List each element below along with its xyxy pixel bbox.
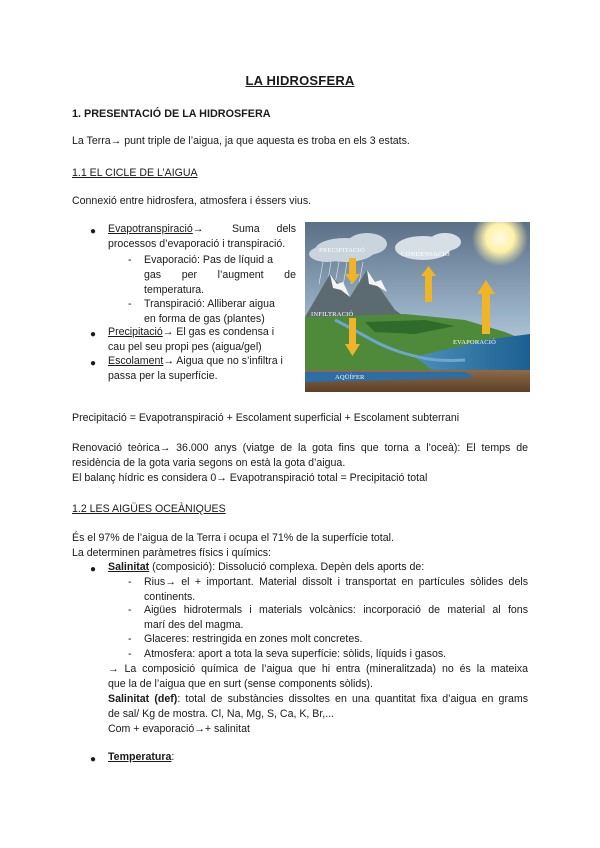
line-text: Aigües hidrotermals i materials volcànics: incorporació de material al fons	[144, 604, 528, 616]
salinitat-definition	[108, 692, 528, 737]
line-text: gas per l’augment de	[144, 269, 296, 281]
line-text: Evaporació: Pas de líquid a	[144, 254, 273, 266]
line-text: Rius→ el + important. Material dissolt i transportat en partícules sòlides dels	[144, 576, 528, 588]
dash-icon: -	[128, 254, 132, 266]
line-text: continents.	[144, 591, 196, 603]
line-text: que la de l’aigua que en surt (sense components sòlids).	[108, 678, 374, 690]
line-text: cau pel seu propi pes (aigua/gel)	[108, 341, 262, 353]
section-1-1-intro: Connexió entre hidrosfera, atmosfera i éssers vius.	[72, 195, 312, 207]
term-evapotranspiracio: Evapotranspiració	[108, 223, 193, 235]
section-1-2-heading: 1.2 LES AIGÜES OCEÀNIQUES	[72, 503, 226, 515]
term-salinitat: Salinitat	[108, 561, 150, 573]
term-temperatura: Temperatura	[108, 751, 172, 763]
line-text: :	[171, 751, 175, 763]
sub-item-hidrotermals	[144, 603, 528, 633]
equation: Precipitació = Evapotranspiració + Escolament superficial + Escolament subterrani	[72, 412, 460, 424]
sub-item-transpiracio	[144, 297, 296, 327]
term-salinitat-def: Salinitat (def)	[108, 693, 178, 705]
sub-item-rius	[144, 575, 528, 605]
line-text: : total de substàncies dissoltes en una quantitat fixa d’aigua en grams	[177, 693, 528, 705]
line-text: Suma dels	[231, 223, 296, 235]
line-text: Transpiració: Alliberar aigua	[144, 298, 275, 310]
section-1-2-intro-2: La determinen paràmetres físics i químics:	[72, 547, 272, 559]
section-1-1-heading: 1.1 EL CICLE DE L’AIGUA	[72, 167, 198, 179]
line-text: → La composició química de l’aigua que hi entra (mineralitzada) no és la mateixa	[108, 663, 528, 675]
salinitat-note	[108, 662, 528, 692]
line-text: Atmosfera: aport a tota la seva superfície: sòlids, líquids i gasos.	[144, 648, 447, 660]
label-evaporacio: EVAPORACIÓ	[453, 339, 497, 346]
balanc-hidric: El balanç hídric es considera 0→ Evapotranspiració total = Precipitació total	[72, 472, 428, 484]
line-text: temperatura.	[144, 284, 205, 296]
list-item-precipitacio	[108, 325, 298, 355]
bullet-icon: ●	[90, 564, 97, 575]
water-cycle-diagram	[305, 222, 530, 392]
dash-icon: -	[128, 633, 132, 645]
dash-icon: -	[128, 576, 132, 588]
line-text: passa per la superfície.	[108, 370, 218, 382]
line-text: en forma de gas (plantes)	[144, 313, 265, 325]
line-text: → Aigua que no s’infiltra i	[163, 355, 283, 367]
section-1-intro: La Terra→ punt triple de l’aigua, ja que aquesta es troba en els 3 estats.	[72, 135, 410, 147]
renovacio-line-1: Renovació teòrica→ 36.000 anys (viatge de la gota fins que torna a l’oceà): El temps de	[72, 442, 528, 454]
bullet-icon: ●	[90, 358, 97, 369]
sub-item-glaceres	[144, 632, 528, 647]
section-1-heading: 1. PRESENTACIÓ DE LA HIDROSFERA	[72, 108, 271, 120]
list-item-salinitat	[108, 560, 528, 575]
dash-icon: -	[128, 648, 132, 660]
line-text: processos d’evaporació i transpiració.	[108, 238, 286, 250]
section-1-2-intro-1: És el 97% de l’aigua de la Terra i ocupa el 71% de la superfície total.	[72, 532, 394, 544]
dash-icon: -	[128, 298, 132, 310]
line-text: marí des del magma.	[144, 619, 244, 631]
label-condensacio: CONDENSACIÓ	[401, 251, 450, 258]
bullet-icon: ●	[90, 754, 97, 765]
line-text: de sal/ Kg de mostra. Cl, Na, Mg, S, Ca, K, Br,...	[108, 708, 335, 720]
line-text: (composició): Dissolució complexa. Depèn dels aports de:	[149, 561, 425, 573]
term-escolament: Escolament	[108, 355, 164, 367]
list-item-temperatura	[108, 750, 528, 765]
list-item-evapotranspiracio	[108, 222, 296, 252]
arrow: →	[192, 223, 204, 235]
sub-item-atmosfera	[144, 647, 528, 662]
list-item-escolament	[108, 354, 298, 384]
line-text: Com + evaporació→+ salinitat	[108, 723, 250, 735]
line-text: Glaceres: restringida en zones molt concretes.	[144, 633, 363, 645]
bullet-icon: ●	[90, 329, 97, 340]
term-precipitacio: Precipitació	[108, 326, 163, 338]
sub-item-evaporacio	[144, 253, 296, 298]
dash-icon: -	[128, 604, 132, 616]
label-infiltracio: INFILTRACIÓ	[311, 311, 354, 318]
bullet-icon: ●	[90, 226, 97, 237]
line-text: → El gas es condensa i	[162, 326, 275, 338]
renovacio-line-2: residència de la gota varia segons on està la gota d’aigua.	[72, 457, 346, 469]
page-title: LA HIDROSFERA	[245, 73, 355, 88]
label-aquifer: AQÜÍFER	[335, 374, 365, 381]
label-precipitacio: PRECIPITACIÓ	[319, 247, 365, 254]
